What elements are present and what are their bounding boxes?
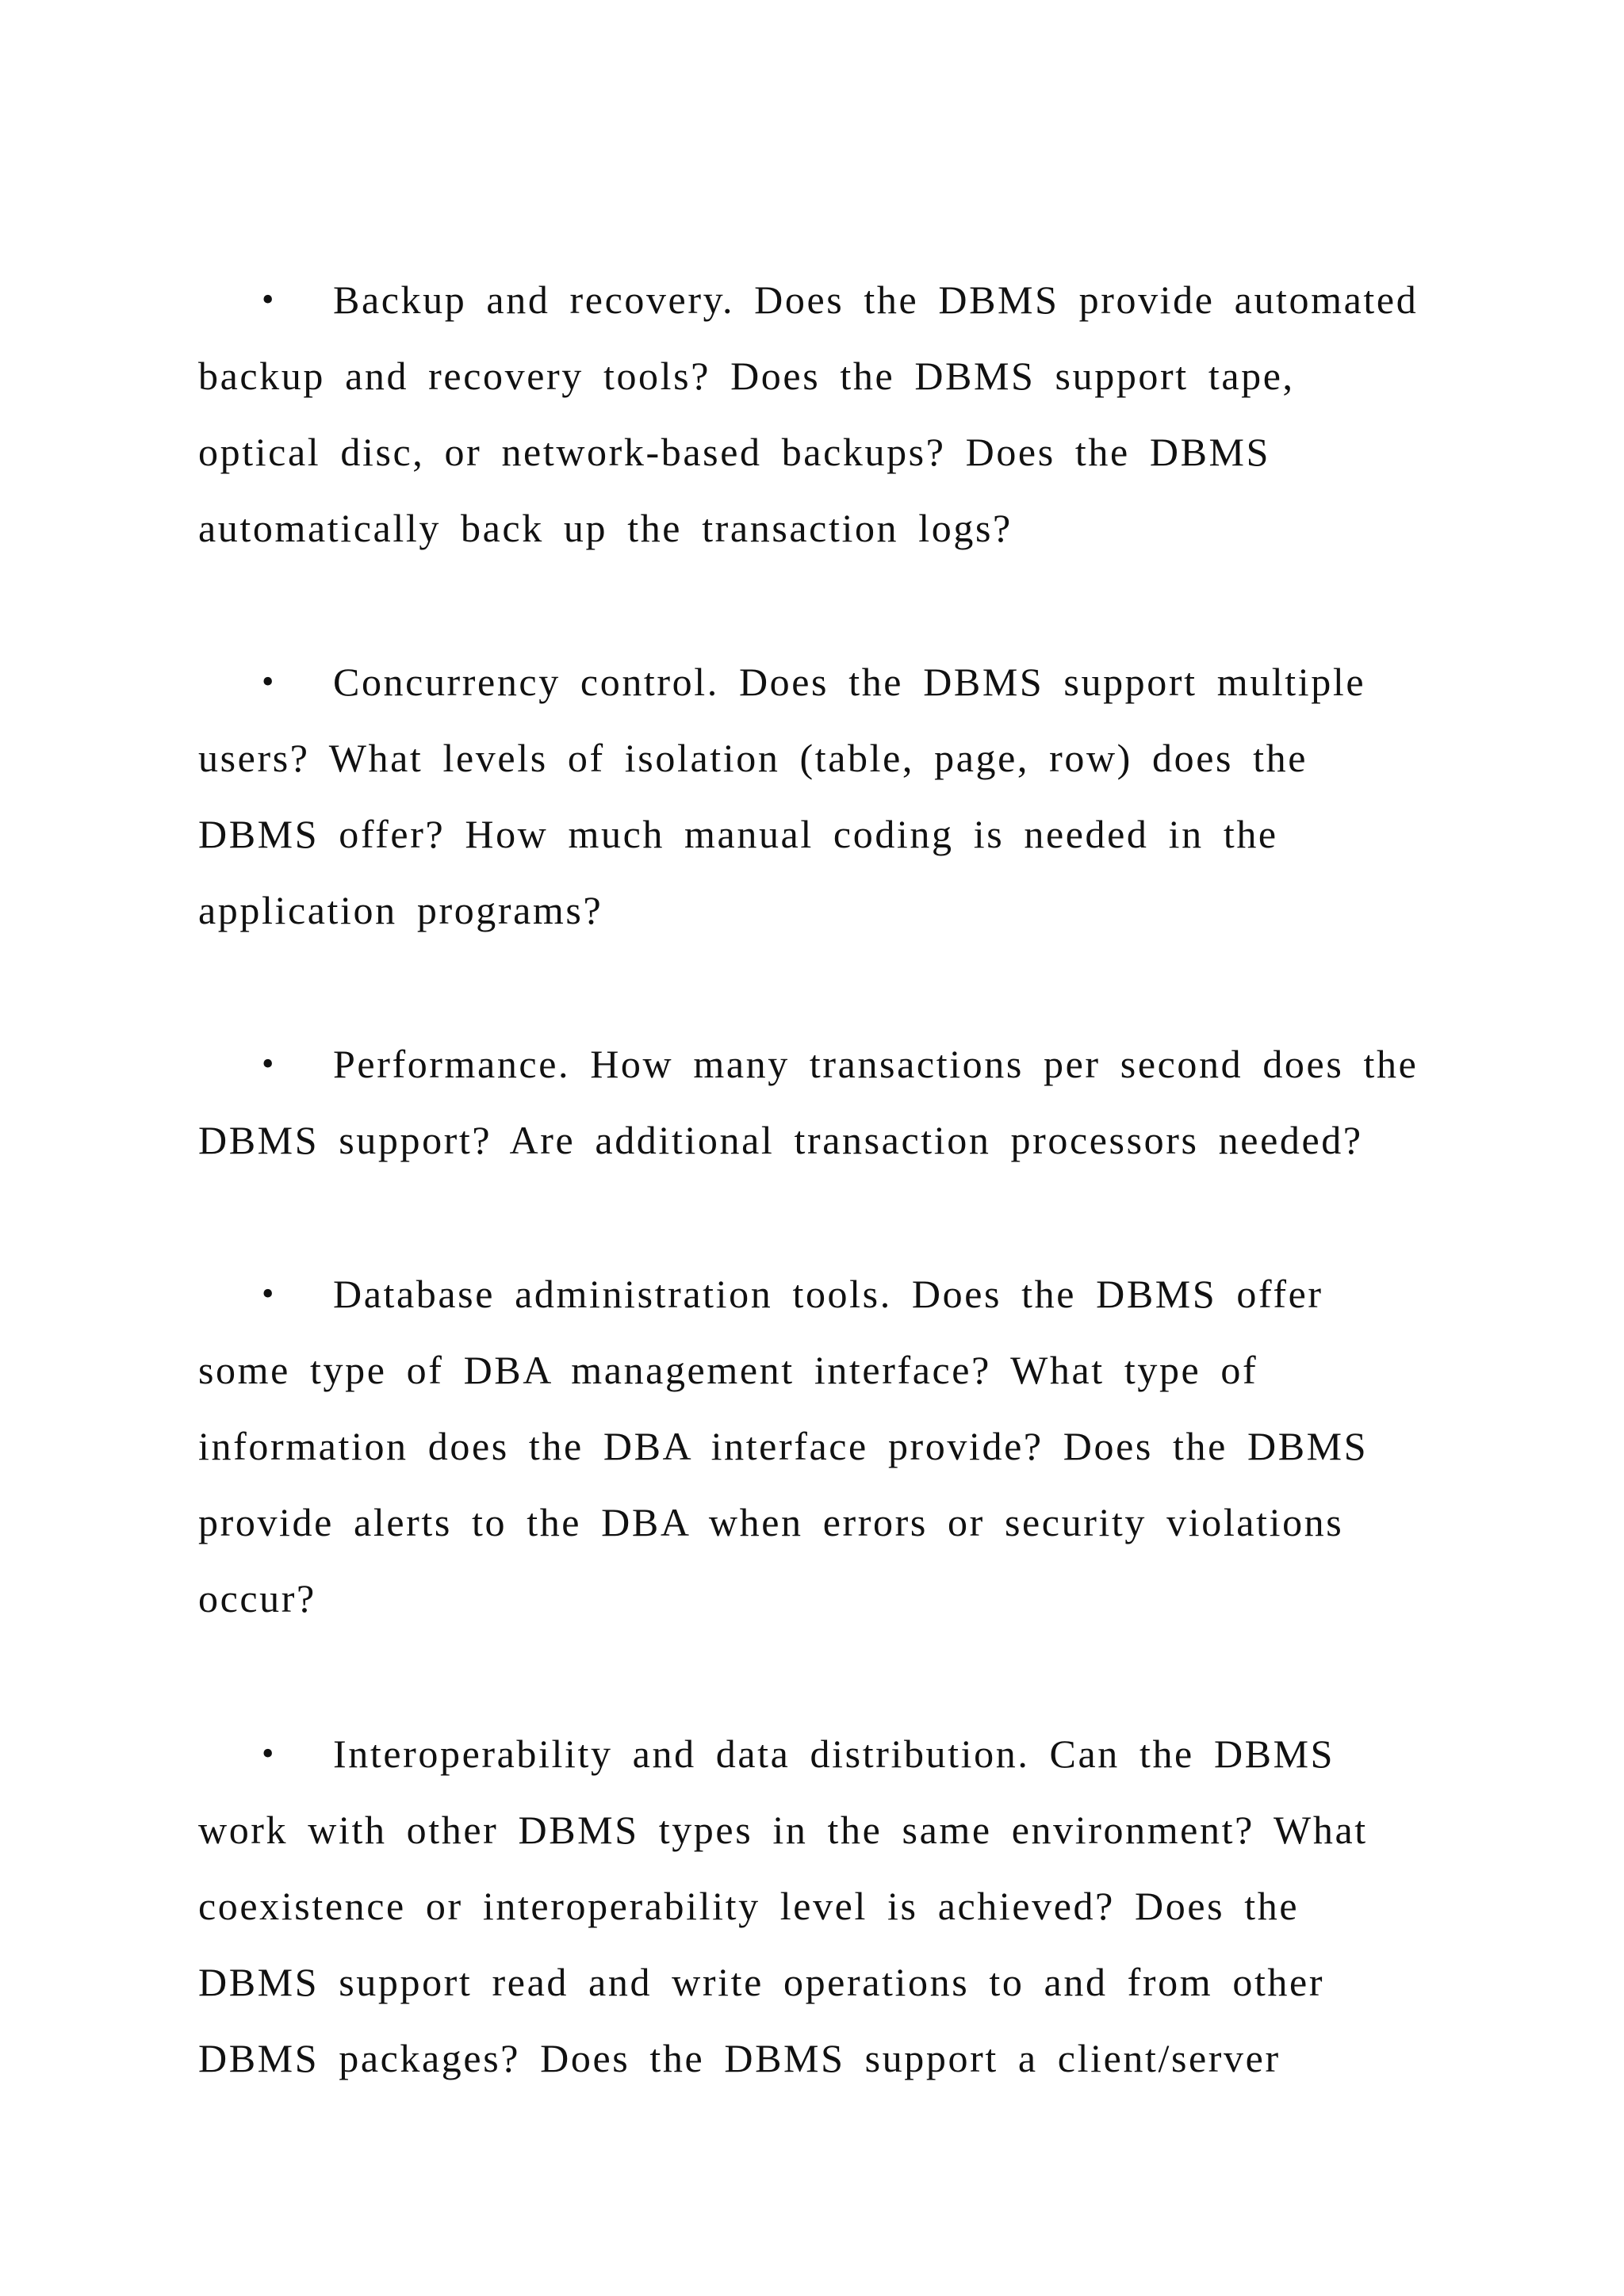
- bullet-icon: •: [262, 1734, 277, 1773]
- item-line: DBMS packages? Does the DBMS support a client/server: [198, 2036, 1281, 2080]
- item-text: Concurrency control. Does the DBMS support multiple: [333, 660, 1366, 704]
- item-line: occur?: [198, 1576, 316, 1621]
- item-line: [198, 644, 1435, 720]
- item-line: some type of DBA management interface? What type of: [198, 1348, 1258, 1392]
- item-line: information does the DBA interface provide? Does the DBMS: [198, 1424, 1369, 1468]
- item-line: application programs?: [198, 888, 603, 932]
- item-line: automatically back up the transaction logs?: [198, 506, 1013, 550]
- bullet-icon: •: [262, 662, 277, 701]
- bullet-item-dba-tools: [198, 1256, 1435, 1636]
- bullet-item-concurrency-control: [198, 644, 1435, 948]
- item-line: DBMS support read and write operations to and from other: [198, 1960, 1325, 2004]
- bullet-item-interoperability: [198, 1716, 1435, 2096]
- bullet-item-backup-recovery: [198, 262, 1435, 566]
- item-line: [198, 1026, 1435, 1102]
- item-text: Performance. How many transactions per second does the: [333, 1042, 1419, 1086]
- item-text: Backup and recovery. Does the DBMS provide automated: [333, 277, 1419, 322]
- item-line: work with other DBMS types in the same environment? What: [198, 1808, 1368, 1852]
- item-line: coexistence or interoperability level is achieved? Does the: [198, 1884, 1300, 1928]
- bullet-item-performance: [198, 1026, 1435, 1178]
- item-line: DBMS offer? How much manual coding is needed in the: [198, 812, 1278, 856]
- item-line: DBMS support? Are additional transaction processors needed?: [198, 1118, 1363, 1162]
- item-line: optical disc, or network-based backups? Does the DBMS: [198, 430, 1270, 474]
- bullet-icon: •: [262, 1274, 277, 1313]
- item-text: Database administration tools. Does the DBMS offer: [333, 1272, 1323, 1316]
- item-line: [198, 1716, 1435, 1792]
- item-text: Interoperability and data distribution. Can the DBMS: [333, 1732, 1335, 1776]
- bullet-icon: •: [262, 1044, 277, 1083]
- item-line: provide alerts to the DBA when errors or security violations: [198, 1500, 1344, 1544]
- item-line: backup and recovery tools? Does the DBMS support tape,: [198, 354, 1295, 398]
- item-line: [198, 262, 1435, 338]
- item-line: users? What levels of isolation (table, page, row) does the: [198, 736, 1308, 780]
- bullet-icon: •: [262, 280, 277, 319]
- item-line: [198, 1256, 1435, 1332]
